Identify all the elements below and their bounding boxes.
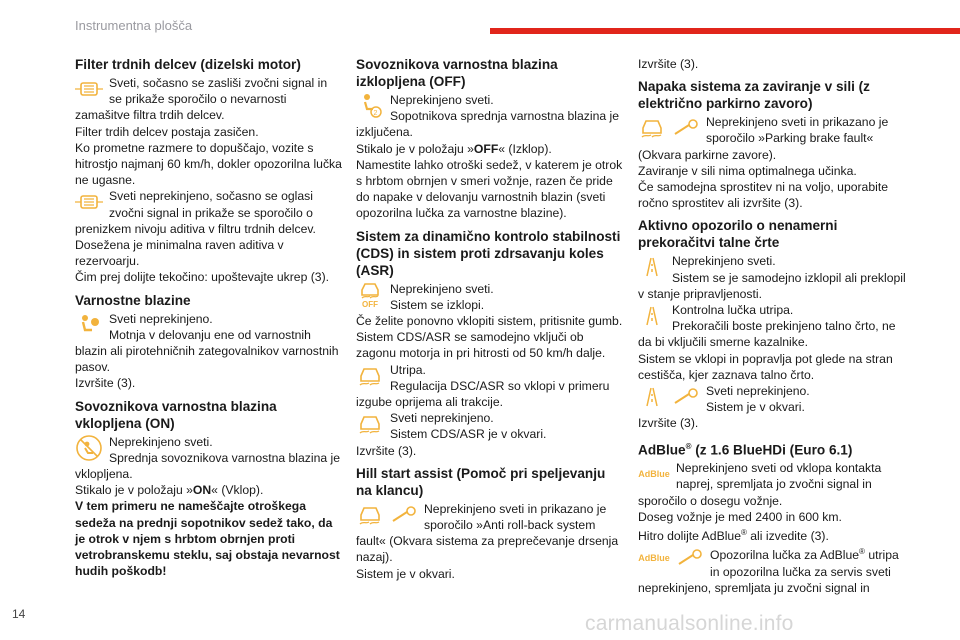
heading-adblue: AdBlue® (z 1.6 BlueHDi (Euro 6.1) xyxy=(638,441,853,458)
wrench-icon xyxy=(676,547,704,569)
heading-airbags: Varnostne blazine xyxy=(75,292,191,308)
text: Doseg vožnje je med 2400 in 600 km. xyxy=(638,509,842,524)
column-2 xyxy=(356,56,624,582)
additive-desc: Sveti neprekinjeno, sočasno se oglasi zvočni signal in prikaže se sporočilo o prenizkem nivoju aditiva v filtru trdnih delcev. xyxy=(75,189,316,236)
text: Če želite ponovno vklopiti sistem, pritisnite gumb. xyxy=(356,314,623,329)
heading-emergency-braking: Napaka sistema za zaviranje v sili (z električno parkirno zavoro) xyxy=(638,79,870,112)
header-accent-bar xyxy=(490,28,960,34)
adblue-service-desc: Opozorilna lučka za AdBlue® utripa in opozorilna lučka za servis sveti neprekinjeno, spremljata ju zvočni signal in xyxy=(638,547,899,595)
text: Zaviranje v sili nima optimalnega učinka. xyxy=(638,163,857,178)
emergency-braking-desc: Neprekinjeno sveti in prikazano je sporočilo »Parking brake fault« (Okvara parkirne zavore). xyxy=(638,115,889,162)
switch-position-text: Stikalo je v položaju »OFF« (Izklop). xyxy=(356,141,552,156)
text: Izvršite (3). xyxy=(638,416,699,431)
passenger-airbag-off-status: Neprekinjeno sveti. xyxy=(390,93,494,107)
lane-fault-status: Sveti neprekinjeno. xyxy=(706,384,810,399)
lane-desc: Sistem se je samodejno izklopil ali preklopil v stanje pripravljenosti. xyxy=(638,270,906,301)
heading-particle-filter: Filter trdnih delcev (dizelski motor) xyxy=(75,57,301,72)
adblue-desc: Neprekinjeno sveti od vklopa kontakta naprej, spremljata jo zvočni signal in sporočilo o dosegu vožnje. xyxy=(638,461,882,508)
cds-asr-off-label: OFF xyxy=(362,300,378,310)
passenger-airbag-on-desc: Sprednja sovoznikova varnostna blazina je vklopljena. xyxy=(75,450,341,482)
airbag-icon xyxy=(75,311,103,339)
lane-fault-desc: Sistem je v okvari. xyxy=(706,400,805,415)
lane-flash-status: Kontrolna lučka utripa. xyxy=(672,303,794,318)
text: Izvršite (3). xyxy=(638,57,699,71)
text: Če samodejna sprostitev ni na voljo, uporabite ročno sprostitev ali izvršite (3). xyxy=(638,180,888,211)
text: Sistem CDS/ASR se samodejno vključi ob zagonu motorja in pri hitrosti od 50 km/h dalje. xyxy=(356,330,606,361)
heading-passenger-airbag-on: Sovoznikova varnostna blazina vklopljena (ON) xyxy=(75,398,277,431)
warning-text: V tem primeru ne nameščajte otroškega sedeža na prednji sopotnikov sedež tako, da je otrok v njem s hrbtom obrnjen proti vetrobranskemu steklu, saj obstaja nevarnost hudih poškodb! xyxy=(75,499,340,579)
heading-hill-start-assist: Hill start assist (Pomoč pri speljevanju na klancu) xyxy=(356,465,606,498)
cds-asr-fault-desc: Sistem CDS/ASR je v okvari. xyxy=(390,427,547,442)
svg-text:2: 2 xyxy=(373,110,378,117)
adblue-icon-label: AdBlue xyxy=(638,469,670,480)
switch-position-text: Stikalo je v položaju »ON« (Vklop). xyxy=(75,483,264,498)
passenger-airbag-off-desc: Sopotnikova sprednja varnostna blazina je izključena. xyxy=(356,109,620,140)
particle-filter-desc: Sveti, sočasno se zasliši zvočni signal in se prikaže sporočilo o nevarnosti zamašitve filtra trdih delcev. xyxy=(75,76,328,123)
particle-filter-icon xyxy=(75,75,103,103)
cds-asr-fault-icon xyxy=(356,410,384,438)
cds-asr-flash-status: Utripa. xyxy=(390,362,426,377)
airbag-desc: Motnja v delovanju ene od varnostnih blazin ali pirotehničnih zategovalnikov varnostnih pasov. xyxy=(75,327,339,375)
watermark: carmanualsonline.info xyxy=(585,612,794,635)
column-3 xyxy=(638,56,906,596)
lane-departure-icon xyxy=(638,386,666,408)
adblue-icon xyxy=(638,547,670,569)
wrench-icon xyxy=(672,386,700,408)
text: Doseženа je minimalna raven aditiva v rezervoarju. xyxy=(75,238,284,269)
cds-asr-status: Neprekinjeno sveti. xyxy=(390,281,494,296)
adblue-icon-label: AdBlue xyxy=(638,553,670,564)
heading-lane-departure: Aktivno opozorilo o nenamerni prekoračitvi talne črte xyxy=(638,218,838,251)
text: Filter trdih delcev postaja zasičen. xyxy=(75,124,259,139)
lane-departure-flash-icon xyxy=(638,302,666,330)
hill-start-assist-icons xyxy=(356,501,418,529)
text: Izvršite (3). xyxy=(75,376,136,391)
lane-departure-icon xyxy=(638,253,666,281)
adblue-service-icons xyxy=(638,544,704,572)
lane-status: Neprekinjeno sveti. xyxy=(672,254,776,269)
page-header-title: Instrumentna plošča xyxy=(75,18,193,33)
text: Izvršite (3). xyxy=(356,443,417,458)
lane-fault-icons xyxy=(638,383,700,411)
car-skid-icon xyxy=(356,504,384,526)
emergency-braking-icons xyxy=(638,114,700,142)
adblue-icon xyxy=(638,460,670,488)
hill-start-desc: Neprekinjeno sveti in prikazano je sporočilo »Anti roll-back system fault« (Okvara sistema za preprečevanje drsenja nazaj). xyxy=(356,501,619,565)
cds-asr-flashing-icon xyxy=(356,362,384,390)
passenger-airbag-off-icon xyxy=(356,92,384,120)
text: Sistem je v okvari. xyxy=(356,566,455,581)
passenger-airbag-on-icon xyxy=(75,434,103,462)
cds-asr-desc: Sistem se izklopi. xyxy=(390,297,485,312)
wrench-icon xyxy=(390,504,418,526)
cds-asr-off-icon xyxy=(356,281,384,309)
heading-cds-asr: Sistem za dinamično kontrolo stabilnosti (CDS) in sistem proti zdrsavanju koles (ASR) xyxy=(356,228,621,278)
cds-asr-flash-desc: Regulacija DSC/ASR so vklopi v primeru izgube oprijema ali trakcije. xyxy=(356,378,610,410)
page-number: 14 xyxy=(12,607,26,621)
text: Čim prej dolijte tekočino: upoštevajte ukrep (3). xyxy=(75,270,330,285)
particle-filter-additive-icon xyxy=(75,188,103,216)
text: Namestite lahko otroški sedež, v katerem je otrok s hrbtom obrnjen v smeri vožnje, razen če pride do napake v delovanju varnostnih blazin (sveti opozorilna lučka za varnostne blazine). xyxy=(356,157,623,221)
lane-flash-desc: Prekoračili boste prekinjeno talno črto, ne da bi vključili smerne kazalnike. xyxy=(638,319,896,350)
text: Ko prometne razmere to dopuščajo, vozite s hitrostjo najmanj 60 km/h, dokler opozorilna lučka ne ugasne. xyxy=(75,140,342,188)
text: Hitro dolijte AdBlue® ali izvedite (3). xyxy=(638,528,829,544)
heading-passenger-airbag-off: Sovoznikova varnostna blazina izklopljena (OFF) xyxy=(356,57,558,89)
cds-asr-fault-status: Sveti neprekinjeno. xyxy=(390,411,494,426)
airbag-status: Sveti neprekinjeno. xyxy=(109,311,213,326)
wrench-icon xyxy=(672,117,700,139)
passenger-airbag-on-status: Neprekinjeno sveti. xyxy=(109,434,213,449)
column-1 xyxy=(75,56,343,579)
text: Sistem se vklopi in popravlja pot glede na stran cestišča, kjer zaznava talno črto. xyxy=(638,351,893,382)
car-skid-icon xyxy=(638,117,666,139)
